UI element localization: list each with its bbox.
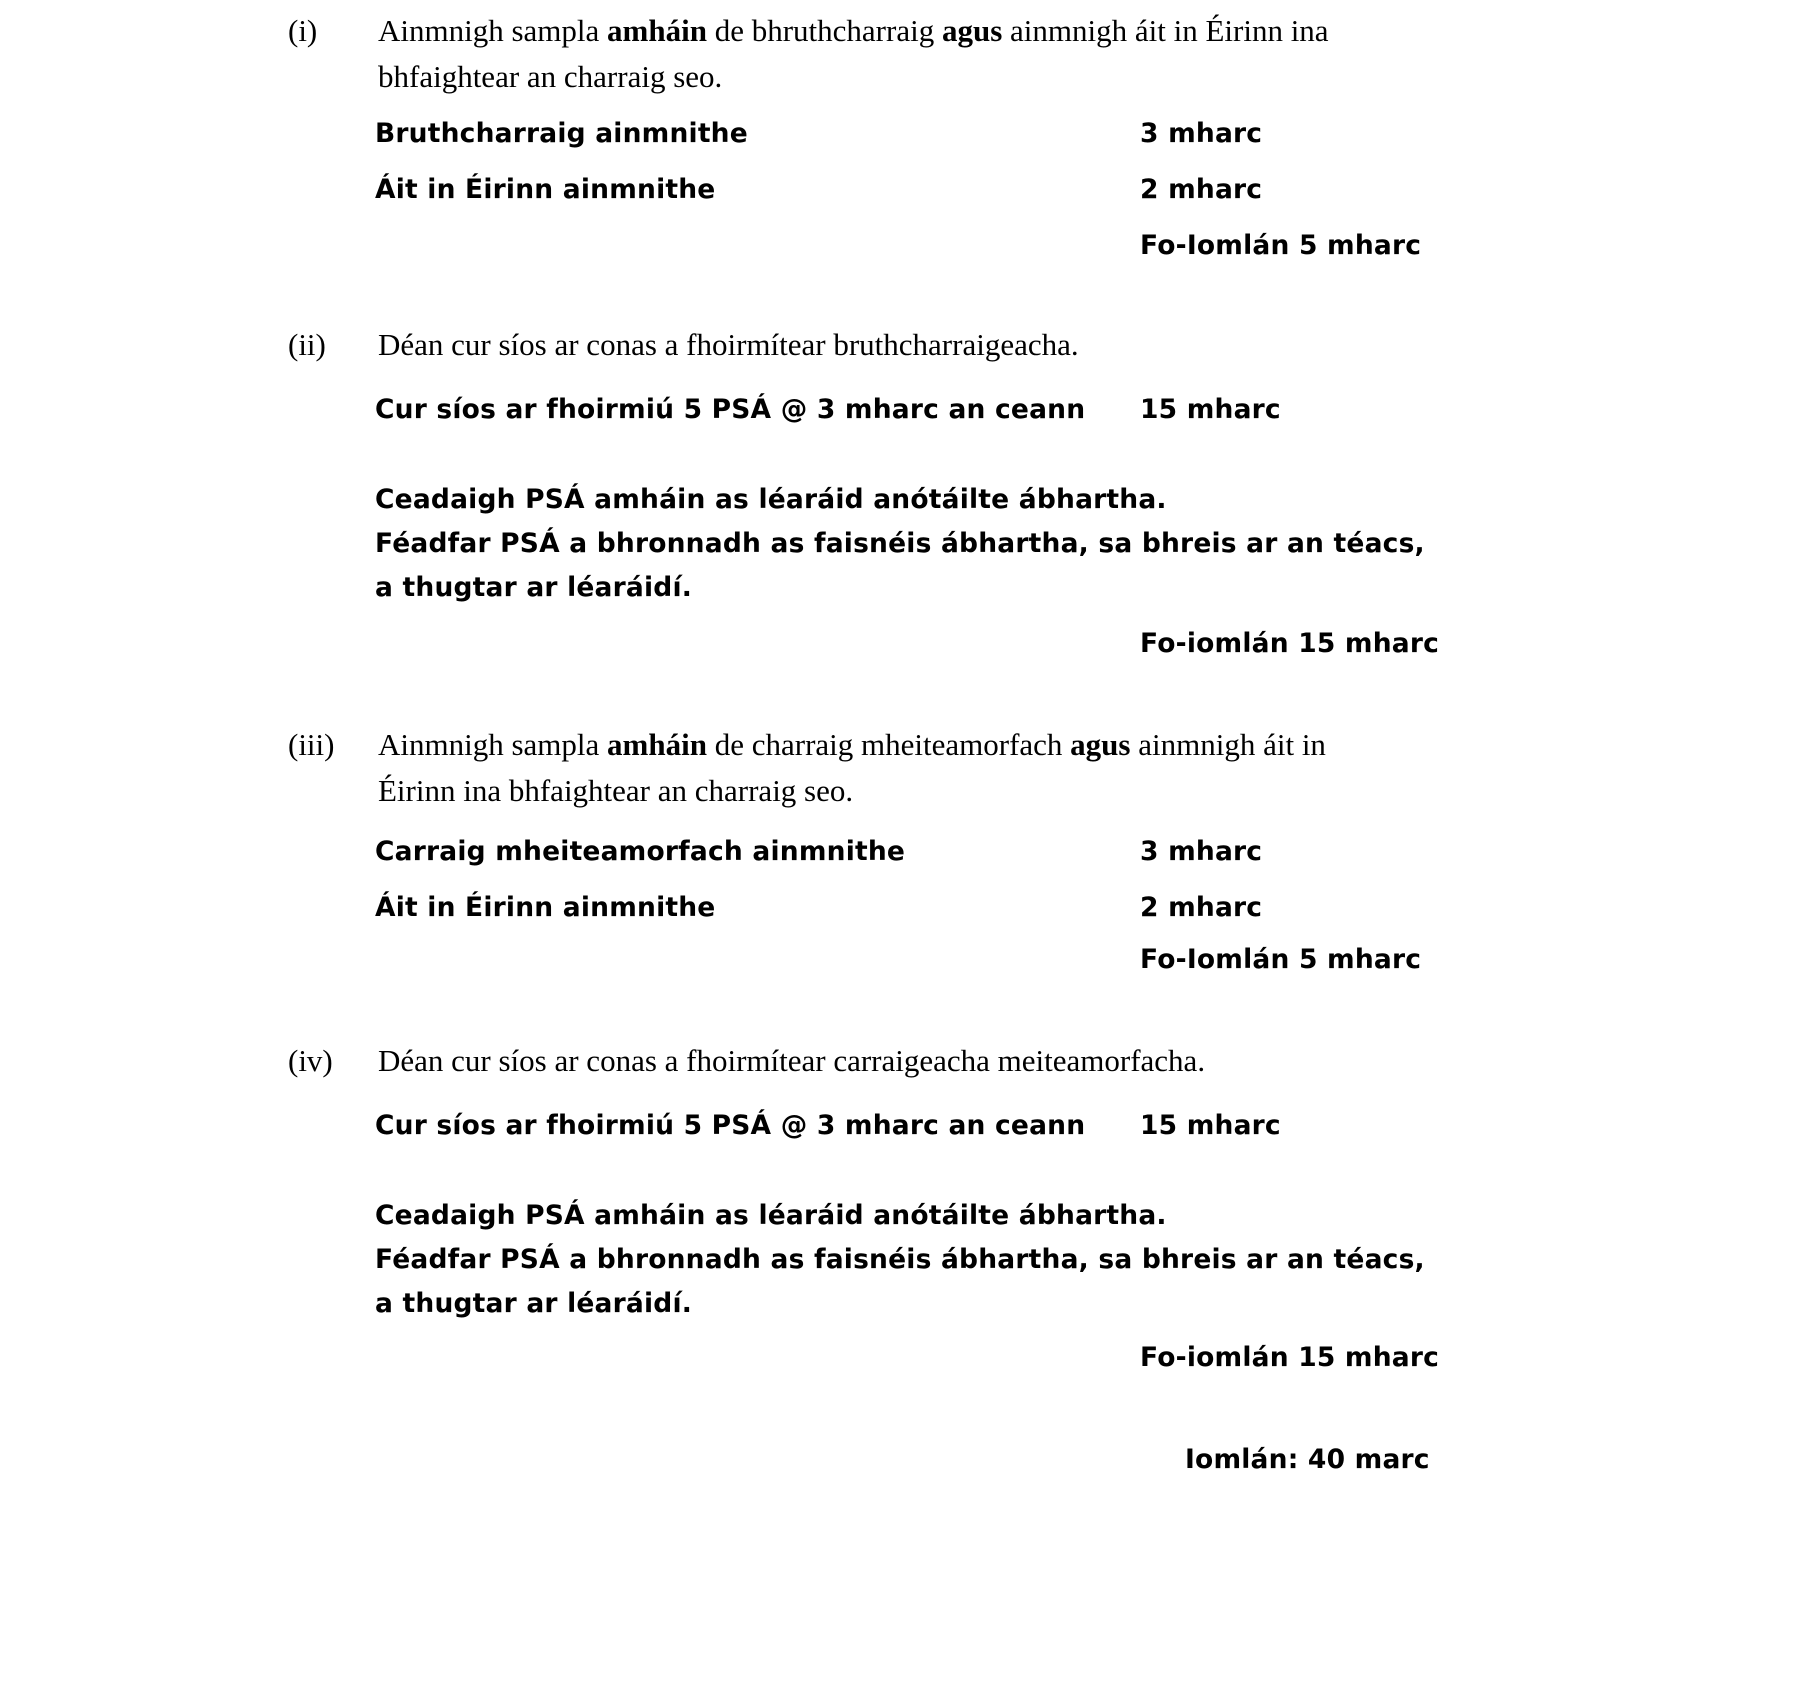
question-i-part-e: ainmnigh áit in Éirinn ina bhfaightear an charraig seo. xyxy=(378,13,1329,94)
subtotal-ii: Fo-iomlán 15 mharc xyxy=(1140,628,1440,659)
question-number-i: (i) xyxy=(288,13,318,48)
question-row-i xyxy=(270,8,1370,100)
criteria-i-1-label: Bruthcharraig ainmnithe xyxy=(375,118,748,149)
question-i-part-a: Ainmnigh sampla xyxy=(378,13,608,48)
question-number-iv: (iv) xyxy=(288,1043,333,1078)
criteria-ii-1-label: Cur síos ar fhoirmiú 5 PSÁ @ 3 mharc an ceann xyxy=(375,394,1086,425)
subtotal-i: Fo-Iomlán 5 mharc xyxy=(1140,230,1422,261)
question-text-iv: Déan cur síos ar conas a fhoirmítear carraigeacha meiteamorfacha. xyxy=(378,1043,1206,1078)
subtotal-iii: Fo-Iomlán 5 mharc xyxy=(1140,944,1422,975)
criteria-iv-1-label: Cur síos ar fhoirmiú 5 PSÁ @ 3 mharc an ceann xyxy=(375,1110,1086,1141)
note-iv-line-1: Ceadaigh PSÁ amháin as léaráid anótáilte ábhartha. xyxy=(375,1200,1167,1231)
criteria-i-2-label: Áit in Éirinn ainmnithe xyxy=(375,174,716,205)
question-row-iv xyxy=(270,1038,1370,1084)
criteria-i-2-marks: 2 mharc xyxy=(1140,174,1263,205)
criteria-iv-1-marks: 15 mharc xyxy=(1140,1110,1281,1141)
question-iii-part-c: de charraig mheiteamorfach xyxy=(706,727,1071,762)
question-number-iii: (iii) xyxy=(288,727,335,762)
question-iii-emph-amhain: amháin xyxy=(607,727,707,762)
note-iv-line-2: Féadfar PSÁ a bhronnadh as faisnéis ábhartha, sa bhreis ar an téacs, xyxy=(375,1244,1425,1275)
question-iii-emph-agus: agus xyxy=(1070,727,1131,762)
question-row-iii xyxy=(270,722,1380,814)
grand-total: Iomlán: 40 marc xyxy=(1185,1444,1430,1475)
question-text-i xyxy=(378,8,1368,100)
criteria-iii-2-marks: 2 mharc xyxy=(1140,892,1263,923)
note-ii-line-1: Ceadaigh PSÁ amháin as léaráid anótáilte ábhartha. xyxy=(375,484,1167,515)
question-text-ii: Déan cur síos ar conas a fhoirmítear bruthcharraigeacha. xyxy=(378,327,1079,362)
question-number-ii: (ii) xyxy=(288,327,326,362)
criteria-iii-1-marks: 3 mharc xyxy=(1140,836,1263,867)
question-row-ii xyxy=(270,322,1370,368)
criteria-ii-1-marks: 15 mharc xyxy=(1140,394,1281,425)
question-text-iii xyxy=(378,722,1378,814)
question-iii-part-a: Ainmnigh sampla xyxy=(378,727,608,762)
question-i-emph-amhain: amháin xyxy=(607,13,707,48)
criteria-i-1-marks: 3 mharc xyxy=(1140,118,1263,149)
question-i-part-c: de bhruthcharraig xyxy=(706,13,942,48)
note-ii-line-3: a thugtar ar léaráidí. xyxy=(375,572,692,603)
question-iii-part-e: ainmnigh áit in Éirinn ina bhfaightear an charraig seo. xyxy=(378,727,1326,808)
criteria-iii-2-label: Áit in Éirinn ainmnithe xyxy=(375,892,716,923)
criteria-iii-1-label: Carraig mheiteamorfach ainmnithe xyxy=(375,836,906,867)
note-ii-line-2: Féadfar PSÁ a bhronnadh as faisnéis ábhartha, sa bhreis ar an téacs, xyxy=(375,528,1425,559)
subtotal-iv: Fo-iomlán 15 mharc xyxy=(1140,1342,1440,1373)
question-i-emph-agus: agus xyxy=(941,13,1003,48)
note-iv-line-3: a thugtar ar léaráidí. xyxy=(375,1288,692,1319)
